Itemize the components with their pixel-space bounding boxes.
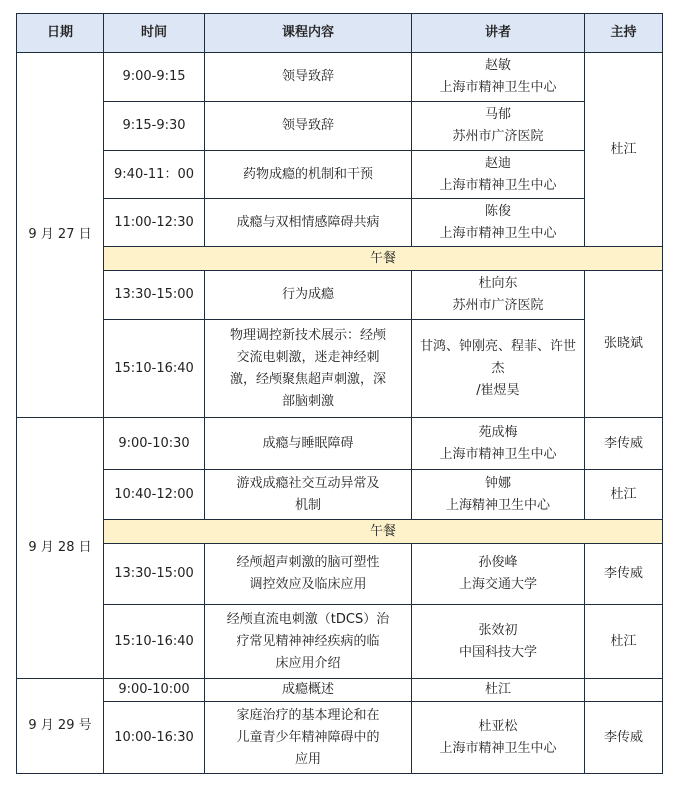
speaker-name: 张效初 — [478, 622, 518, 638]
table-row — [17, 679, 663, 702]
table-row — [17, 151, 663, 199]
topic-line: 儿童青少年精神障碍中的 — [236, 729, 380, 745]
speaker-org: 上海市精神卫生中心 — [439, 740, 557, 756]
speaker-cell — [412, 470, 585, 520]
lunch-row — [17, 520, 663, 544]
topic-cell: 药物成瘾的机制和干预 — [205, 151, 412, 199]
topic-cell — [205, 605, 412, 679]
table-row — [17, 702, 663, 774]
topic-line: 交流电刺激，迷走神经刺 — [236, 349, 380, 365]
day1-date: 9 月 27 日 — [17, 53, 104, 418]
speaker-name: 杜向东 — [478, 276, 518, 291]
lunch-row — [17, 247, 663, 271]
speaker-cell — [412, 271, 585, 320]
speaker-name: 甘鸿、钟刚亮、程菲、许世杰 — [419, 338, 576, 376]
speaker-name: 赵敏 — [484, 58, 511, 73]
speaker-cell — [412, 418, 585, 470]
speaker-cell: 杜江 — [412, 679, 585, 702]
topic-line: 部脑刺激 — [281, 393, 334, 409]
host-cell: 李传威 — [585, 418, 663, 470]
speaker-org: 上海市精神卫生中心 — [439, 80, 557, 95]
day2-date: 9 月 28 日 — [17, 418, 104, 679]
header-topic: 课程内容 — [205, 14, 412, 53]
table-row — [17, 271, 663, 320]
speaker-cell — [412, 53, 585, 102]
speaker-cell — [412, 199, 585, 247]
speaker-name: 孙俊峰 — [478, 555, 518, 570]
header-row — [17, 14, 663, 53]
table-row — [17, 470, 663, 520]
topic-cell — [205, 702, 412, 774]
lunch-label: 午餐 — [104, 247, 663, 271]
topic-cell: 领导致辞 — [205, 53, 412, 102]
host-cell: 杜江 — [585, 605, 663, 679]
schedule-table — [16, 13, 663, 774]
topic-cell: 行为成瘾 — [205, 271, 412, 320]
speaker-name: 马郁 — [484, 107, 511, 122]
time-cell: 9:40-11：00 — [104, 151, 205, 199]
time-cell: 15:10-16:40 — [104, 605, 205, 679]
table-row — [17, 53, 663, 102]
time-cell: 11:00-12:30 — [104, 199, 205, 247]
speaker-org: 上海市精神卫生中心 — [439, 177, 557, 193]
day3-date: 9 月 29 号 — [17, 679, 104, 774]
host-cell: 李传威 — [585, 544, 663, 605]
header-time: 时间 — [104, 14, 205, 53]
speaker-cell — [412, 702, 585, 774]
time-cell: 13:30-15:00 — [104, 271, 205, 320]
topic-line: 经颅超声刺激的脑可塑性 — [236, 555, 380, 570]
speaker-org: 苏州市广济医院 — [452, 298, 544, 313]
topic-line: 调控效应及临床应用 — [249, 577, 367, 592]
topic-line: 物理调控新技术展示：经颅 — [229, 327, 386, 343]
speaker-name: 赵迪 — [484, 155, 511, 171]
speaker-cell — [412, 320, 585, 418]
speaker-cell — [412, 544, 585, 605]
time-cell: 13:30-15:00 — [104, 544, 205, 605]
table-row — [17, 102, 663, 151]
day1-host-1: 杜江 — [585, 53, 663, 247]
speaker-name: 钟娜 — [484, 475, 511, 491]
topic-cell: 成瘾与双相情感障碍共病 — [205, 199, 412, 247]
day1-host-2: 张晓斌 — [585, 271, 663, 418]
topic-line: 疗常见精神神经疾病的临 — [236, 633, 380, 649]
topic-cell: 成瘾与睡眠障碍 — [205, 418, 412, 470]
speaker-cell — [412, 102, 585, 151]
host-cell: 李传威 — [585, 702, 663, 774]
table-row — [17, 418, 663, 470]
time-cell: 15:10-16:40 — [104, 320, 205, 418]
topic-line: 家庭治疗的基本理论和在 — [236, 707, 380, 723]
topic-cell: 成瘾概述 — [205, 679, 412, 702]
time-cell: 10:40-12:00 — [104, 470, 205, 520]
topic-line: 床应用介绍 — [275, 655, 341, 671]
speaker-org: 上海精神卫生中心 — [445, 497, 550, 513]
time-cell: 9:00-10:30 — [104, 418, 205, 470]
topic-cell — [205, 320, 412, 418]
topic-line: 游戏成瘾社交互动异常及 — [236, 475, 380, 491]
topic-line: 机制 — [294, 497, 321, 513]
speaker-name: 陈俊 — [484, 203, 511, 219]
speaker-cell — [412, 151, 585, 199]
time-cell: 10:00-16:30 — [104, 702, 205, 774]
lunch-label: 午餐 — [104, 520, 663, 544]
host-cell: 杜江 — [585, 470, 663, 520]
header-speaker: 讲者 — [412, 14, 585, 53]
time-cell: 9:15-9:30 — [104, 102, 205, 151]
topic-line: 应用 — [294, 751, 321, 767]
table-row — [17, 320, 663, 418]
topic-line: 激，经颅聚焦超声刺激，深 — [229, 371, 386, 387]
speaker-cell — [412, 605, 585, 679]
time-cell: 9:00-9:15 — [104, 53, 205, 102]
header-host: 主持 — [585, 14, 663, 53]
speaker-org: 中国科技大学 — [458, 644, 537, 660]
speaker-org: 上海交通大学 — [458, 577, 537, 592]
topic-cell: 领导致辞 — [205, 102, 412, 151]
table-row — [17, 605, 663, 679]
host-cell — [585, 679, 663, 702]
time-cell: 9:00-10:00 — [104, 679, 205, 702]
header-date: 日期 — [17, 14, 104, 53]
speaker-name: 苑成梅 — [478, 424, 518, 440]
topic-cell — [205, 544, 412, 605]
table-row — [17, 544, 663, 605]
topic-line: 经颅直流电刺激（tDCS）治 — [226, 611, 390, 627]
speaker-name: 杜亚松 — [478, 718, 518, 734]
topic-cell — [205, 470, 412, 520]
speaker-org: 苏州市广济医院 — [452, 129, 544, 144]
speaker-name: /崔煜昊 — [476, 382, 520, 398]
speaker-org: 上海市精神卫生中心 — [439, 446, 557, 462]
speaker-org: 上海市精神卫生中心 — [439, 225, 557, 241]
table-row — [17, 199, 663, 247]
